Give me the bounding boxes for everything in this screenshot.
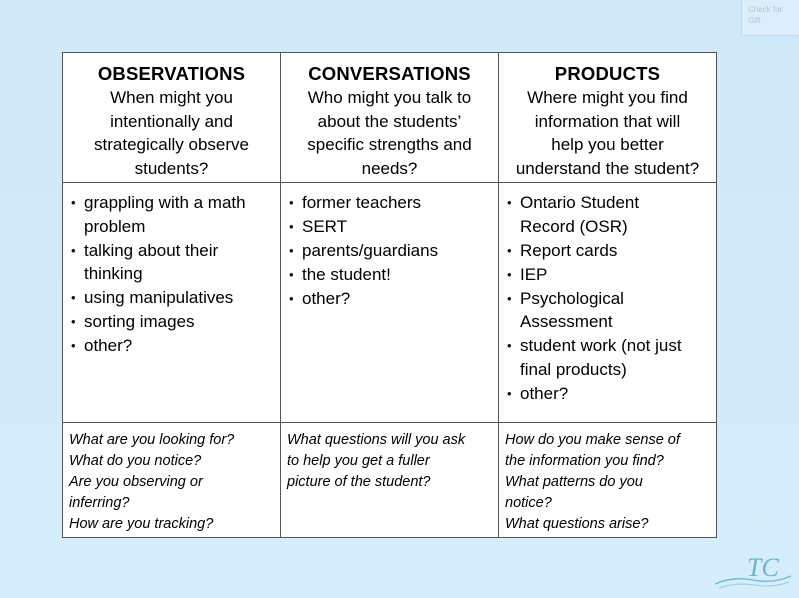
question-line: picture of the student? bbox=[287, 474, 431, 490]
column-prompt bbox=[287, 86, 492, 180]
bullet-icon: • bbox=[71, 242, 76, 258]
list-item bbox=[505, 239, 710, 263]
conversations-list-cell bbox=[281, 183, 499, 423]
list-item bbox=[505, 287, 710, 334]
bullet-icon: • bbox=[507, 338, 512, 353]
list-item bbox=[69, 191, 274, 238]
list-item-line: talking about their bbox=[84, 240, 219, 260]
bullet-icon: • bbox=[71, 290, 76, 305]
prompt-line: Where might you find bbox=[527, 88, 688, 107]
question-line: What do you notice? bbox=[69, 453, 202, 469]
header-observations bbox=[63, 53, 281, 183]
header-row bbox=[63, 53, 717, 183]
prompt-line: needs? bbox=[361, 158, 418, 178]
prompt-line: information that will bbox=[534, 111, 681, 131]
list-item-line: Record (OSR) bbox=[520, 216, 628, 236]
question-line: the information you find? bbox=[505, 453, 664, 469]
question-line: What questions arise? bbox=[505, 516, 649, 532]
list-item bbox=[69, 286, 274, 310]
corner-tab-line2: Gift bbox=[748, 16, 761, 25]
list-item-line: grappling with a math bbox=[84, 193, 246, 212]
list-item-line: sorting images bbox=[84, 312, 195, 331]
prompt-line: understand the student? bbox=[515, 158, 700, 178]
list-item bbox=[287, 191, 492, 215]
prompt-line: about the students’ bbox=[317, 111, 462, 131]
bullet-icon: • bbox=[507, 266, 512, 282]
bullet-icon: • bbox=[71, 338, 76, 353]
question-line: inferring? bbox=[69, 495, 130, 511]
bullet-icon: • bbox=[507, 290, 512, 306]
list-item-line: final products) bbox=[520, 359, 627, 379]
list-item-line: using manipulatives bbox=[84, 288, 234, 307]
bullet-icon: • bbox=[71, 314, 76, 329]
list-item-line: other? bbox=[520, 383, 569, 403]
prompt-line: strategically observe bbox=[94, 135, 249, 154]
list-item bbox=[505, 263, 710, 287]
logo-text: TC bbox=[747, 553, 779, 582]
bullet-icon: • bbox=[289, 195, 294, 210]
list-item bbox=[505, 191, 710, 238]
question-line: What are you looking for? bbox=[69, 432, 235, 448]
list-item bbox=[287, 215, 492, 239]
list-item-line: Ontario Student bbox=[520, 193, 640, 212]
products-questions bbox=[499, 423, 717, 538]
questions-row bbox=[63, 423, 717, 538]
list-item-line: Psychological bbox=[520, 288, 624, 308]
prompt-line: specific strengths and bbox=[307, 135, 472, 154]
question-line: How are you tracking? bbox=[69, 516, 214, 532]
list-item bbox=[287, 287, 492, 311]
assessment-table bbox=[62, 52, 717, 538]
bullet-icon: • bbox=[289, 243, 294, 258]
list-item bbox=[287, 239, 492, 263]
corner-tab[interactable] bbox=[741, 0, 799, 36]
header-conversations bbox=[281, 53, 499, 183]
list-item-line: thinking bbox=[84, 264, 143, 283]
list-item-line: parents/guardians bbox=[302, 241, 439, 260]
question-line: notice? bbox=[505, 495, 552, 511]
observations-list-cell bbox=[63, 183, 281, 423]
question-line: to help you get a fuller bbox=[287, 453, 430, 469]
observations-questions bbox=[63, 423, 281, 538]
prompt-line: help you better bbox=[551, 135, 664, 154]
bullet-icon: • bbox=[507, 195, 512, 210]
bullet-icon: • bbox=[71, 195, 76, 210]
question-line: What patterns do you bbox=[505, 474, 643, 490]
list-item-line: Report cards bbox=[520, 240, 618, 260]
prompt-line: intentionally and bbox=[110, 111, 233, 131]
question-line: Are you observing or bbox=[69, 474, 203, 490]
list-item bbox=[287, 263, 492, 287]
prompt-line: When might you bbox=[110, 88, 233, 107]
list-item-line: former teachers bbox=[302, 193, 422, 212]
list-item-line: IEP bbox=[520, 264, 548, 284]
column-title: OBSERVATIONS bbox=[97, 63, 246, 84]
conversations-list bbox=[287, 191, 492, 311]
prompt-line: students? bbox=[134, 158, 209, 178]
list-item bbox=[69, 310, 274, 334]
column-title: PRODUCTS bbox=[554, 63, 661, 84]
list-item bbox=[69, 239, 274, 286]
question-line: How do you make sense of bbox=[505, 432, 680, 448]
bullet-icon: • bbox=[289, 219, 294, 234]
corner-tab-line1: Check for bbox=[748, 5, 783, 14]
products-list-cell bbox=[499, 183, 717, 423]
list-item-line: SERT bbox=[302, 217, 348, 236]
column-prompt bbox=[505, 86, 710, 180]
conversations-questions bbox=[281, 423, 499, 538]
list-item-line: the student! bbox=[302, 265, 391, 284]
column-title: CONVERSATIONS bbox=[308, 63, 471, 84]
list-item bbox=[69, 334, 274, 358]
bullet-icon: • bbox=[289, 267, 294, 282]
bullet-icon: • bbox=[289, 291, 294, 306]
prompt-line: Who might you talk to bbox=[307, 88, 472, 107]
list-row bbox=[63, 183, 717, 423]
observations-list bbox=[69, 191, 274, 358]
list-item-line: problem bbox=[84, 216, 146, 236]
question-line: What questions will you ask bbox=[287, 432, 466, 448]
tc-logo-icon bbox=[713, 546, 793, 592]
header-products bbox=[499, 53, 717, 183]
list-item-line: other? bbox=[302, 289, 351, 308]
list-item-line: other? bbox=[84, 336, 133, 355]
column-prompt bbox=[69, 86, 274, 180]
list-item-line: student work (not just bbox=[520, 336, 682, 355]
list-item-line: Assessment bbox=[520, 312, 613, 331]
products-list bbox=[505, 191, 710, 405]
list-item bbox=[505, 382, 710, 406]
list-item bbox=[505, 334, 710, 381]
bullet-icon: • bbox=[507, 242, 512, 258]
bullet-icon: • bbox=[507, 385, 512, 401]
